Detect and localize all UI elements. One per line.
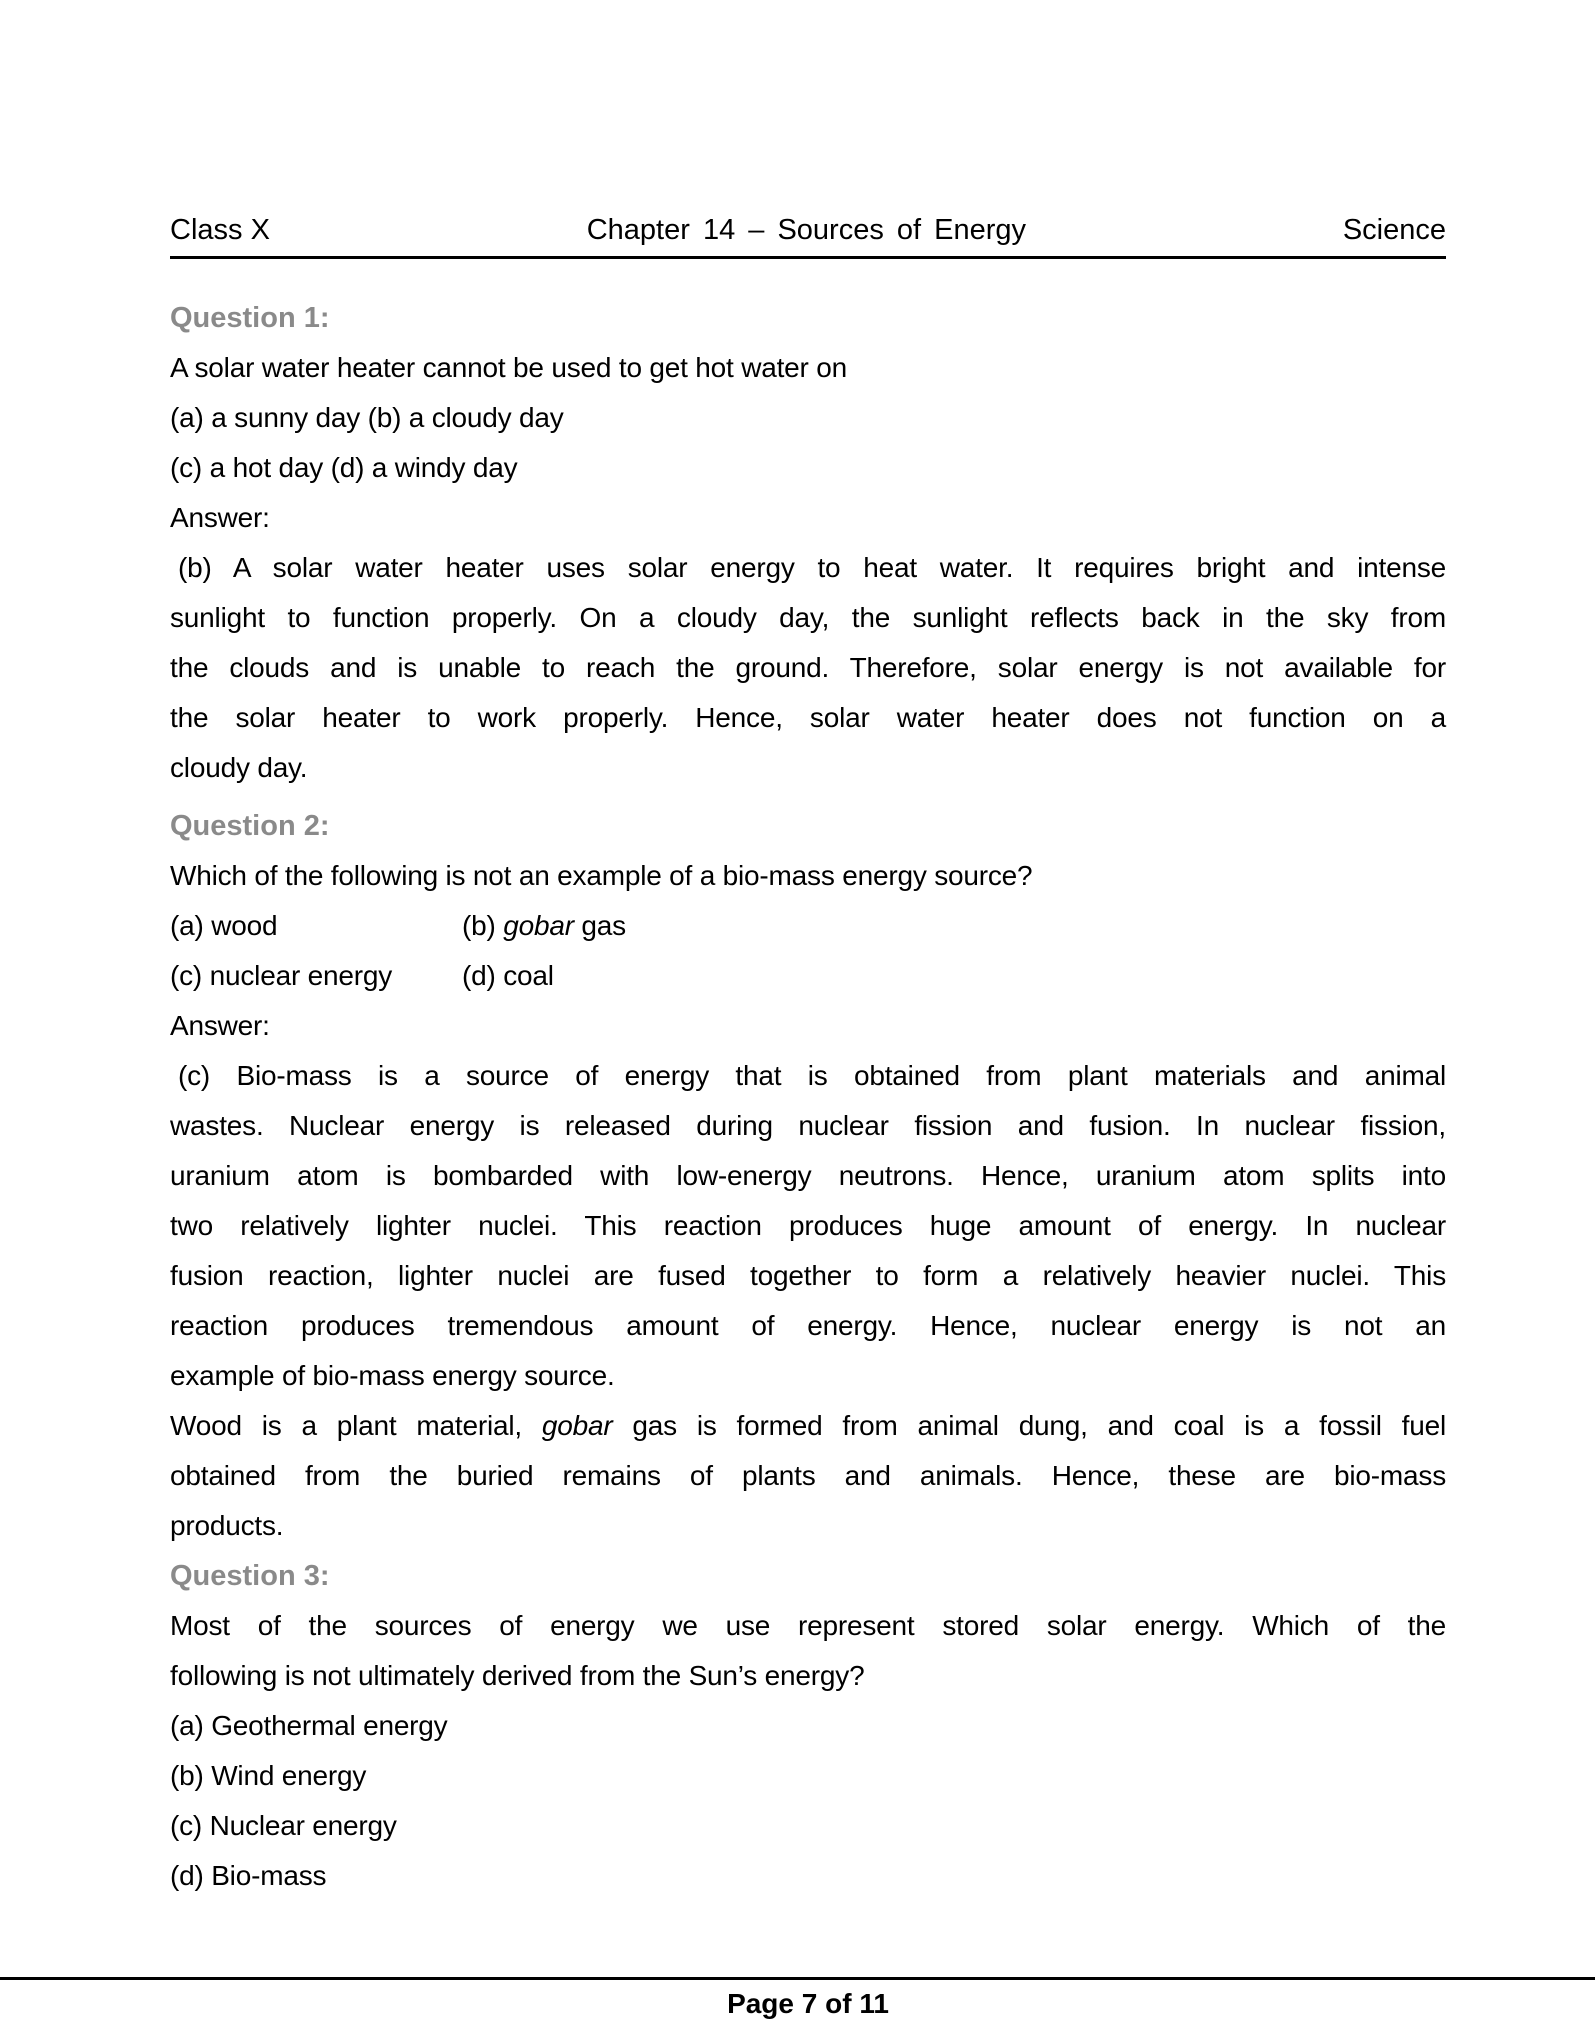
question-line: following is not ultimately derived from the Sun’s energy?	[170, 1660, 865, 1691]
header-subject-label: Science	[1342, 214, 1446, 246]
option-a: (a) wood	[170, 910, 278, 941]
question-1-text: A solar water heater cannot be used to get hot water on	[170, 352, 847, 383]
answer-1-paragraph	[170, 543, 1446, 793]
question-2-label: Question 2:	[170, 810, 330, 842]
answer-1-label: Answer:	[170, 502, 270, 533]
page-header	[170, 0, 1446, 248]
answer-line: products.	[170, 1510, 284, 1541]
option-b-prefix: (b)	[462, 910, 504, 941]
option-b-italic-term: gobar	[503, 910, 574, 941]
answer-line: cloudy day.	[170, 752, 308, 783]
option-d: (d) coal	[462, 960, 554, 991]
question-2-text: Which of the following is not an example of a bio-mass energy source?	[170, 860, 1033, 891]
answer-line: sunlight to function properly. On a cloudy day, the sunlight reflects back in the sky from	[170, 602, 1446, 633]
answer-line: the solar heater to work properly. Hence, solar water heater does not function on a	[170, 702, 1446, 733]
question-3-label: Question 3:	[170, 1560, 330, 1592]
answer-line: wastes. Nuclear energy is released during nuclear fission and fusion. In nuclear fission,	[170, 1110, 1446, 1141]
question-2-options-ab	[170, 901, 1446, 951]
answer-line	[170, 1401, 1446, 1451]
header-chapter-title: Chapter 14 – Sources of Energy	[586, 214, 1027, 246]
question-1-label: Question 1:	[170, 302, 330, 334]
note-suffix: gas is formed from animal dung, and coal is a fossil fuel	[612, 1410, 1446, 1441]
answer-line: two relatively lighter nuclei. This reaction produces huge amount of energy. In nuclear	[170, 1210, 1446, 1241]
answer-line: example of bio-mass energy source.	[170, 1360, 615, 1391]
answer-line: obtained from the buried remains of plants and animals. Hence, these are bio-mass	[170, 1460, 1446, 1491]
question-3-option-b: (b) Wind energy	[170, 1760, 367, 1791]
option-b-suffix: gas	[573, 910, 626, 941]
page-number: Page 7 of 11	[727, 1988, 889, 2019]
question-2-options-cd	[170, 951, 1446, 1001]
question-3-option-c: (c) Nuclear energy	[170, 1810, 397, 1841]
page-content	[170, 0, 1446, 1901]
option-c: (c) nuclear energy	[170, 960, 393, 991]
question-line: Most of the sources of energy we use represent stored solar energy. Which of the	[170, 1610, 1446, 1641]
header-class-label: Class X	[170, 214, 270, 246]
header-divider	[170, 256, 1446, 259]
question-3-option-d: (d) Bio-mass	[170, 1860, 327, 1891]
note-italic-term: gobar	[541, 1410, 613, 1441]
answer-line: (b) A solar water heater uses solar energy to heat water. It requires bright and intense	[178, 552, 1446, 583]
answer-line: uranium atom is bombarded with low-energy neutrons. Hence, uranium atom splits into	[170, 1160, 1446, 1191]
answer-2-note-paragraph	[170, 1401, 1446, 1551]
answer-line: the clouds and is unable to reach the ground. Therefore, solar energy is not available for	[170, 652, 1446, 683]
answer-2-paragraph	[170, 1051, 1446, 1401]
question-3-option-a: (a) Geothermal energy	[170, 1710, 448, 1741]
question-1-options-cd: (c) a hot day (d) a windy day	[170, 452, 518, 483]
answer-line: (c) Bio-mass is a source of energy that is obtained from plant materials and animal	[178, 1060, 1446, 1091]
note-prefix: Wood is a plant material,	[170, 1410, 542, 1441]
option-b	[462, 910, 626, 941]
answer-line: reaction produces tremendous amount of energy. Hence, nuclear energy is not an	[170, 1310, 1446, 1341]
question-1-options-ab: (a) a sunny day (b) a cloudy day	[170, 402, 564, 433]
footer-divider	[0, 1977, 1595, 1980]
answer-2-label: Answer:	[170, 1010, 270, 1041]
answer-line: fusion reaction, lighter nuclei are fused together to form a relatively heavier nuclei. This	[170, 1260, 1446, 1291]
question-3-paragraph	[170, 1601, 1446, 1701]
